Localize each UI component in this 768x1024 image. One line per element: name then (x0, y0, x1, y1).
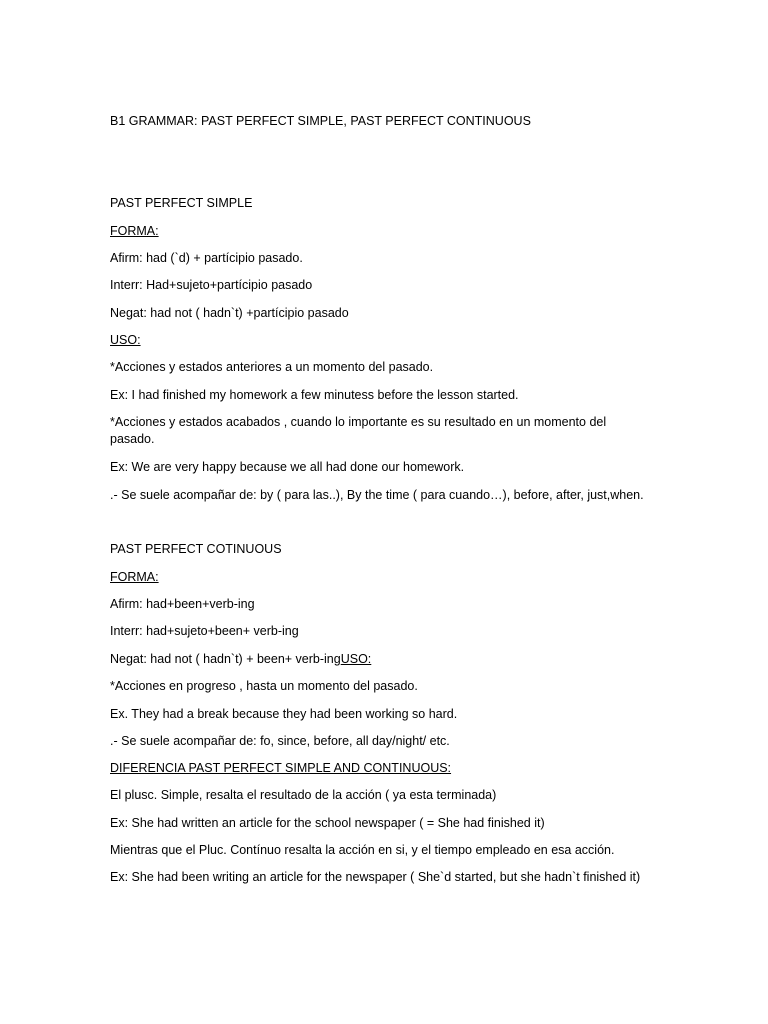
continuous-interr: Interr: had+sujeto+been+ verb-ing (110, 624, 299, 638)
continuous-negat: Negat: had not ( hadn`t) + been+ verb-ing (110, 652, 341, 666)
continuous-example-1: Ex. They had a break because they had been working so hard. (110, 707, 458, 721)
difference-heading: DIFERENCIA PAST PERFECT SIMPLE AND CONTINUOUS: (110, 761, 452, 775)
continuous-uso-1: *Acciones en progreso , hasta un momento del pasado. (110, 679, 418, 693)
simple-forma-label: FORMA: (110, 224, 159, 238)
simple-uso-label: USO: (110, 333, 141, 347)
simple-uso-2: *Acciones y estados acabados , cuando lo importante es su resultado en un momento del pasado. (110, 415, 607, 446)
simple-example-2: Ex: We are very happy because we all had done our homework. (110, 460, 465, 474)
continuous-forma-label: FORMA: (110, 570, 159, 584)
difference-line-1: El plusc. Simple, resalta el resultado de la acción ( ya esta terminada) (110, 788, 497, 802)
simple-heading: PAST PERFECT SIMPLE (110, 196, 253, 210)
continuous-acompanar: .- Se suele acompañar de: fo, since, before, all day/night/ etc. (110, 734, 450, 748)
simple-example-1: Ex: I had finished my homework a few minutess before the lesson started. (110, 388, 519, 402)
continuous-uso-label: USO: (340, 652, 372, 666)
document-title: B1 GRAMMAR: PAST PERFECT SIMPLE, PAST PERFECT CONTINUOUS (110, 114, 531, 128)
difference-line-4: Ex: She had been writing an article for the newspaper ( She`d started, but she hadn`t finished it) (110, 870, 641, 884)
simple-negat: Negat: had not ( hadn`t) +partícipio pasado (110, 306, 349, 320)
simple-uso-1: *Acciones y estados anteriores a un momento del pasado. (110, 360, 434, 374)
continuous-heading: PAST PERFECT COTINUOUS (110, 542, 282, 556)
simple-interr: Interr: Had+sujeto+partícipio pasado (110, 278, 313, 292)
continuous-afirm: Afirm: had+been+verb-ing (110, 597, 255, 611)
continuous-negat-line (110, 651, 670, 668)
difference-line-2: Ex: She had written an article for the school newspaper ( = She had finished it) (110, 816, 545, 830)
simple-afirm: Afirm: had (`d) + partícipio pasado. (110, 251, 303, 265)
simple-acompanar: .- Se suele acompañar de: by ( para las..), By the time ( para cuando…), before, after, just,when. (110, 488, 644, 502)
difference-line-3: Mientras que el Pluc. Contínuo resalta la acción en si, y el tiempo empleado en esa acción. (110, 843, 615, 857)
